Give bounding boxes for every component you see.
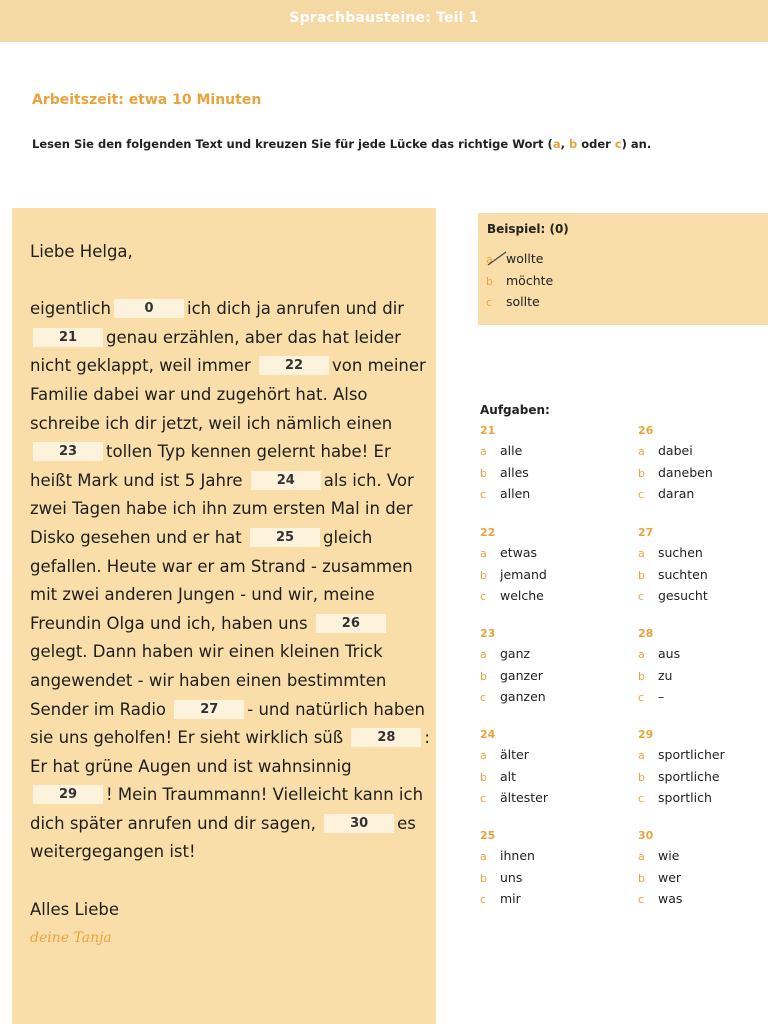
option-letter: a <box>638 547 645 560</box>
option-word: ganzen <box>500 689 546 704</box>
letter-segment: : Er hat grüne Augen und ist wahnsinnig <box>30 728 430 776</box>
letter-panel <box>12 208 436 1024</box>
instruction-after: ) an. <box>621 137 652 151</box>
gap-29[interactable]: 29 <box>33 785 103 804</box>
task-number: 30 <box>638 829 654 842</box>
option-letter: c <box>480 590 487 603</box>
task-23 <box>480 627 546 709</box>
task-21-option-b[interactable] <box>480 463 530 485</box>
option-word: sportliche <box>658 768 720 784</box>
option-letter: c <box>480 488 487 501</box>
instruction-before: Lesen Sie den folgenden Text und kreuzen Sie für jede Lücke das richtige Wort ( <box>32 137 553 151</box>
option-letter: c <box>638 691 645 704</box>
task-28-option-a[interactable] <box>638 644 680 666</box>
gap-23[interactable]: 23 <box>33 442 103 461</box>
option-letter: c <box>480 893 487 906</box>
option-letter: b <box>480 770 487 784</box>
option-word: ganzer <box>500 667 543 683</box>
task-29 <box>638 728 725 810</box>
option-word: wer <box>658 869 682 885</box>
option-word: ganz <box>500 646 531 661</box>
task-22-option-b[interactable] <box>480 565 547 587</box>
example-option-a <box>486 249 553 271</box>
option-word: allen <box>500 486 531 501</box>
task-27-option-c[interactable] <box>638 586 708 608</box>
task-22-option-c[interactable] <box>480 586 547 608</box>
instruction-option-c: c <box>614 137 622 151</box>
option-word: dabei <box>658 443 693 458</box>
letter-signature: deine Tanja <box>30 930 112 947</box>
task-28-option-c[interactable] <box>638 687 680 709</box>
letter-closing: Alles Liebe <box>30 899 120 919</box>
option-word: etwas <box>500 545 537 560</box>
option-word: daneben <box>658 464 713 480</box>
task-number: 23 <box>480 627 496 640</box>
letter-segment: Vielleicht kann ich dich später anrufen und dir sagen, <box>30 785 424 833</box>
option-letter: b <box>638 466 645 480</box>
option-letter: c <box>638 792 645 805</box>
option-letter: a <box>638 749 645 762</box>
option-word: mir <box>500 891 521 906</box>
letter-segment: als ich. Vor zwei Tagen habe ich ihn zum ersten Mal in der Disko gesehen und er hat <box>30 470 414 547</box>
option-word: alle <box>500 443 523 458</box>
option-letter: b <box>638 568 645 582</box>
letter-segment: eigentlich <box>30 299 111 319</box>
option-word: ältester <box>500 790 548 805</box>
task-21-option-a[interactable] <box>480 441 530 463</box>
task-26 <box>638 424 713 506</box>
option-word: alles <box>500 464 529 480</box>
gap-22[interactable]: 22 <box>259 356 329 375</box>
option-letter: c <box>638 893 645 906</box>
option-letter: c <box>638 488 645 501</box>
option-word: welche <box>500 588 544 603</box>
task-27 <box>638 526 708 608</box>
task-25 <box>480 829 535 911</box>
option-word: möchte <box>506 272 554 288</box>
task-29-option-b[interactable] <box>638 767 725 789</box>
task-number: 29 <box>638 728 654 741</box>
task-24-option-c[interactable] <box>480 788 548 810</box>
option-word: suchen <box>658 545 703 560</box>
task-30 <box>638 829 682 911</box>
task-number: 25 <box>480 829 496 842</box>
task-25-option-c[interactable] <box>480 889 535 911</box>
instruction-option-b: b <box>568 137 578 151</box>
letter-body <box>30 295 430 867</box>
tasks-title: Aufgaben: <box>480 403 550 417</box>
task-24 <box>480 728 548 810</box>
letter-segment: genau erzählen, aber das hat leider nicht geklappt, weil immer <box>30 327 401 376</box>
gap-21[interactable]: 21 <box>33 328 103 347</box>
example-title: Beispiel: (0) <box>487 222 569 236</box>
option-letter: c <box>480 792 487 805</box>
task-25-option-b[interactable] <box>480 868 535 890</box>
example-panel <box>478 213 768 325</box>
task-28-option-b[interactable] <box>638 666 680 688</box>
option-word: wollte <box>506 251 544 266</box>
option-letter: b <box>480 466 487 480</box>
option-letter: a <box>480 749 487 762</box>
task-27-option-a[interactable] <box>638 543 708 565</box>
option-letter: c <box>638 590 645 603</box>
task-24-option-a[interactable] <box>480 745 548 767</box>
task-22 <box>480 526 547 608</box>
option-word: suchten <box>658 566 708 582</box>
option-word: älter <box>500 747 529 762</box>
letter-segment: Also schreibe ich dir jetzt, weil ich nämlich einen <box>30 384 393 433</box>
instruction-text <box>32 137 651 151</box>
option-word: jemand <box>500 566 547 582</box>
task-23-option-a[interactable] <box>480 644 546 666</box>
task-25-option-a[interactable] <box>480 846 535 868</box>
option-word: sollte <box>506 294 540 309</box>
option-letter: b <box>480 669 487 683</box>
gap-28[interactable]: 28 <box>351 728 421 747</box>
option-letter: a <box>480 850 487 863</box>
option-word: sportlich <box>658 790 712 805</box>
option-letter: b <box>480 568 487 582</box>
task-number: 26 <box>638 424 654 437</box>
letter-segment: gleich gefallen. Heute war er am Strand - zusammen mit zwei anderen Jungen - und wir, meine Freundin Olga und ich, haben uns <box>30 527 413 633</box>
instruction-sep2: oder <box>577 137 615 151</box>
letter-greeting: Liebe Helga, <box>30 242 133 261</box>
option-letter: a <box>480 445 487 458</box>
option-letter: a <box>638 445 645 458</box>
option-letter: b <box>638 770 645 784</box>
task-26-option-c[interactable] <box>638 484 713 506</box>
option-word: zu <box>658 667 673 683</box>
task-21 <box>480 424 530 506</box>
page-header: Sprachbausteine: Teil 1 <box>0 0 768 42</box>
option-word: was <box>658 891 683 906</box>
worktime-label: Arbeitszeit: etwa 10 Minuten <box>32 92 262 108</box>
example-option-b <box>486 271 553 293</box>
task-number: 28 <box>638 627 654 640</box>
option-letter: a <box>480 547 487 560</box>
option-letter: b <box>480 871 487 885</box>
task-24-option-b[interactable] <box>480 767 548 789</box>
option-letter: b <box>638 871 645 885</box>
task-29-option-c[interactable] <box>638 788 725 810</box>
option-letter: a <box>486 253 493 266</box>
letter-segment: von meiner Familie dabei war und zugehört hat. <box>30 356 426 404</box>
task-number: 24 <box>480 728 496 741</box>
cross-mark-icon <box>486 251 508 267</box>
task-number: 22 <box>480 526 496 539</box>
gap-0: 0 <box>114 299 184 318</box>
letter-segment: ! Mein Traummann! <box>106 785 268 805</box>
letter-segment: gelegt. Dann haben wir einen kleinen Trick angewendet - wir haben einen bestimmten Sender im Radio <box>30 642 387 719</box>
gap-30[interactable]: 30 <box>324 814 394 833</box>
example-options <box>486 249 553 314</box>
example-option-c <box>486 292 553 314</box>
task-number: 27 <box>638 526 654 539</box>
letter-segment: tollen Typ kennen gelernt habe! Er heißt Mark und ist 5 Jahre <box>30 442 391 490</box>
task-29-option-a[interactable] <box>638 745 725 767</box>
option-letter: b <box>638 669 645 683</box>
letter-segment: Er sieht wirklich süß <box>177 728 344 748</box>
option-letter: c <box>486 296 493 309</box>
option-letter: b <box>486 274 493 288</box>
letter-segment: ich dich ja anrufen und dir <box>187 299 405 319</box>
option-word: wie <box>658 848 680 863</box>
task-number: 21 <box>480 424 496 437</box>
option-word: – <box>658 689 665 704</box>
task-30-option-a[interactable] <box>638 846 682 868</box>
instruction-option-a: a <box>552 137 561 151</box>
instruction-sep1: , <box>560 137 569 151</box>
letter-segment: es weitergegangen ist! <box>30 813 416 862</box>
task-26-option-b[interactable] <box>638 463 713 485</box>
gap-25[interactable]: 25 <box>250 528 320 547</box>
letter-text <box>30 238 430 953</box>
option-word: sportlicher <box>658 747 725 762</box>
option-word: ihnen <box>500 848 535 863</box>
option-letter: c <box>480 691 487 704</box>
gap-24[interactable]: 24 <box>251 471 321 490</box>
option-word: aus <box>658 646 681 661</box>
option-word: gesucht <box>658 588 708 603</box>
option-letter: a <box>480 648 487 661</box>
task-27-option-b[interactable] <box>638 565 708 587</box>
option-letter: a <box>638 850 645 863</box>
option-word: alt <box>500 768 517 784</box>
gap-26[interactable]: 26 <box>316 614 386 633</box>
option-word: daran <box>658 486 695 501</box>
task-22-option-a[interactable] <box>480 543 547 565</box>
task-30-option-c[interactable] <box>638 889 682 911</box>
option-letter: a <box>638 648 645 661</box>
task-28 <box>638 627 680 709</box>
task-26-option-a[interactable] <box>638 441 713 463</box>
task-23-option-c[interactable] <box>480 687 546 709</box>
letter-segment: - und natürlich haben sie uns geholfen! <box>30 699 425 748</box>
task-30-option-b[interactable] <box>638 868 682 890</box>
task-21-option-c[interactable] <box>480 484 530 506</box>
option-word: uns <box>500 869 523 885</box>
task-23-option-b[interactable] <box>480 666 546 688</box>
gap-27[interactable]: 27 <box>174 700 244 719</box>
